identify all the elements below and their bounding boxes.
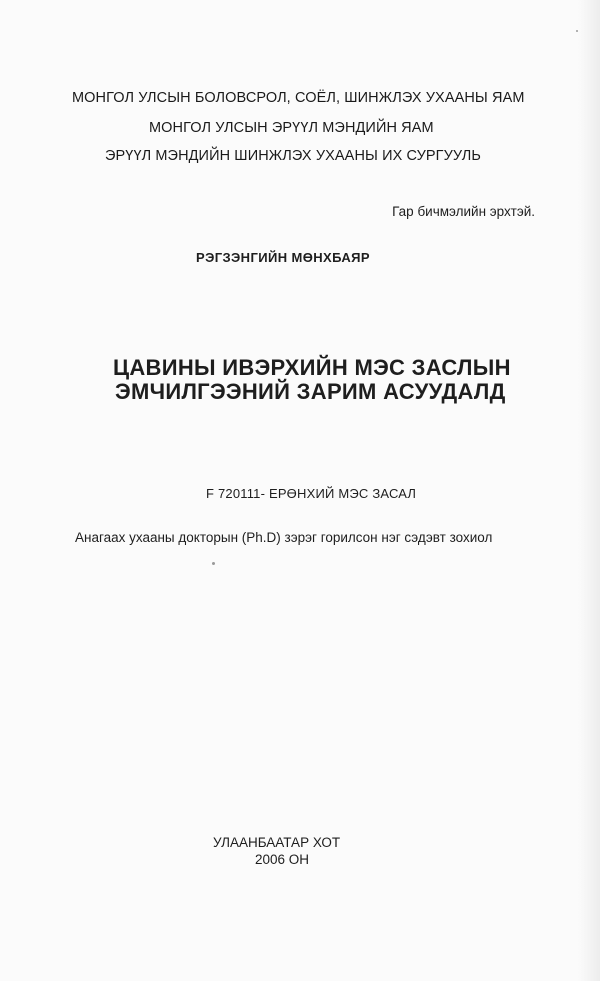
publication-year: 2006 ОН	[255, 852, 310, 867]
ministry-line-1: МОНГОЛ УЛСЫН БОЛОВСРОЛ, СОЁЛ, ШИНЖЛЭХ УХААНЫ ЯАМ	[72, 90, 525, 106]
degree-statement: Анагаах ухааны докторын (Ph.D) зэрэг горилсон нэг сэдэвт зохиол	[75, 530, 493, 545]
specialty-code: F 720111- ЕРӨНХИЙ МЭС ЗАСАЛ	[206, 486, 417, 501]
thesis-title-line-1: ЦАВИНЫ ИВЭРХИЙН МЭС ЗАСЛЫН	[113, 355, 511, 380]
scan-edge-shadow	[578, 0, 600, 981]
ministry-line-2: МОНГОЛ УЛСЫН ЭРҮҮЛ МЭНДИЙН ЯАМ	[149, 120, 434, 136]
thesis-title-line-2: ЭМЧИЛГЭЭНИЙ ЗАРИМ АСУУДАЛД	[115, 379, 506, 404]
manuscript-rights-note: Гар бичмэлийн эрхтэй.	[392, 204, 535, 219]
author-name: РЭГЗЭНГИЙН МӨНХБАЯР	[196, 250, 370, 265]
university-name: ЭРҮҮЛ МЭНДИЙН ШИНЖЛЭХ УХААНЫ ИХ СУРГУУЛЬ	[105, 148, 481, 164]
scan-speck	[212, 562, 215, 565]
publication-city: УЛААНБААТАР ХОТ	[213, 835, 341, 850]
scan-speck	[576, 30, 578, 32]
